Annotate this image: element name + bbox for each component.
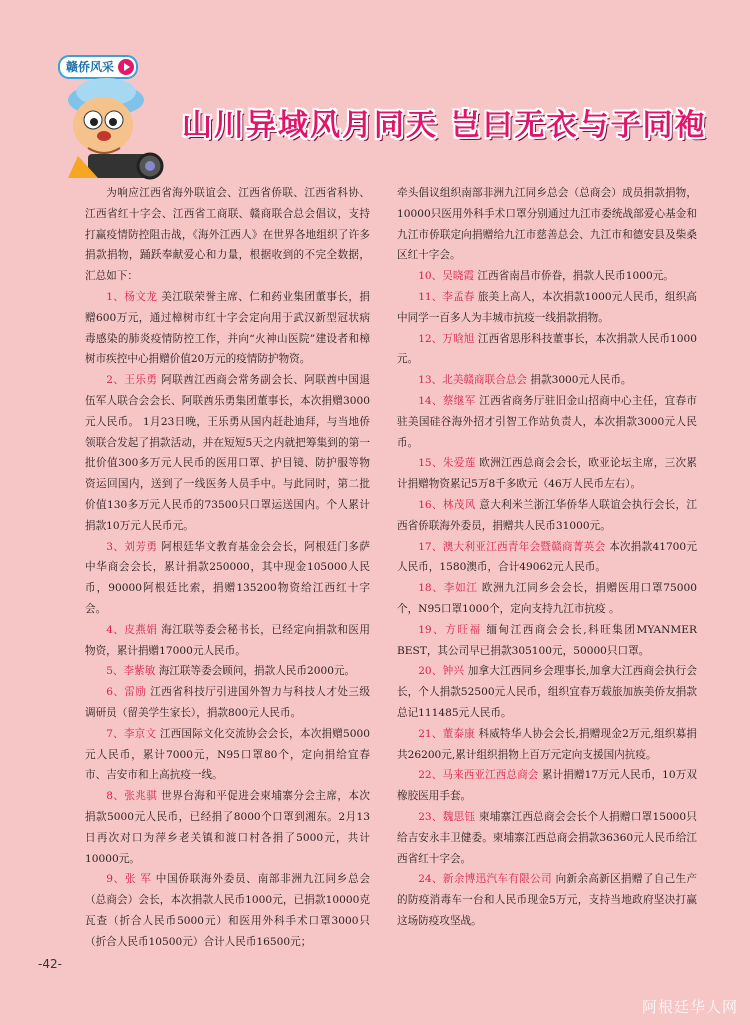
item-text: 江西省南昌市侨眷，捐款人民币1000元。 <box>477 270 674 283</box>
list-item <box>85 869 370 952</box>
list-item <box>85 287 370 370</box>
list-item <box>397 287 697 329</box>
list-item <box>85 786 370 869</box>
item-text: 捐款3000元人民币。 <box>530 374 632 387</box>
site-watermark: 阿根廷华人网 <box>641 998 738 1016</box>
donor-name: 方旺福 <box>445 623 482 636</box>
item-number: 2、 <box>106 374 125 387</box>
item-text: 欧洲江西总商会会长，欧亚论坛主席，三次累计捐赠物资累记5万8千多欧元（46万人民币左右）。 <box>397 457 698 491</box>
item-number: 13、 <box>418 374 443 387</box>
donor-name: 王乐勇 <box>124 374 158 387</box>
list-item <box>85 620 370 662</box>
donor-name: 雷励 <box>124 686 147 699</box>
item-number: 7、 <box>106 727 124 740</box>
item-text: 向新余高新区捐赠了自己生产的防疫消毒车一台和人民币现金5万元，支持当地政府坚决打赢这场防疫攻坚战。 <box>397 873 698 927</box>
intro-paragraph: 为响应江西省海外联谊会、江西省侨联、江西省科协、江西省红十字会、江西省工商联、赣商联合总会倡议，支持打赢疫情防控阻击战，《海外江西人》在世界各地组织了许多捐款捐物，踊跃奉献爱心和力量，根据收到的不完全数据，汇总如下： <box>85 187 370 283</box>
item-number: 18、 <box>418 582 444 595</box>
donor-name: 董泰康 <box>442 727 475 740</box>
item-number: 22、 <box>418 769 443 782</box>
donor-name: 蔡继军 <box>442 394 476 407</box>
item-text: 阿联酋江西商会常务副会长、阿联酋中国退伍军人联合会会长、阿联酋乐勇集团董事长，本次捐赠3000元人民币。 1月23日晚，王乐勇从国内赶赴迪拜，与当地侨领联合发起了捐款活动，并在短短5天之内就把筹集到的第一批价值300多万元人民币的医用口罩、护目镜、防护服等物资运回国内，送到了一线医务人员手中。与此同时，第二批价值130多万元人民币的73500只口罩运送国内。个人累计捐款10万元人民币元。 <box>85 374 371 532</box>
item-number: 9、 <box>106 873 125 886</box>
list-item <box>397 391 697 453</box>
list-item <box>85 724 370 786</box>
item-text: 美江联荣誉主席、仁和药业集团董事长，捐赠600万元，通过樟树市红十字会定向用于武汉新型冠状病毒感染的肺炎疫情防控工作，并向“火神山医院”建设者和樟树市疾控中心捐赠价值20万元的疫情防护物资。 <box>85 290 371 366</box>
page-title: 山川异域风月同天 岂曰无衣与子同袍 <box>182 108 707 143</box>
list-item <box>397 537 697 579</box>
donor-name: 李孟春 <box>442 290 475 303</box>
item-number: 12、 <box>418 332 443 345</box>
item-number: 3、 <box>106 540 125 553</box>
item-number: 14、 <box>418 394 443 407</box>
item-number: 23、 <box>418 810 443 823</box>
item-text: 柬埔寨江西总商会会长个人捐赠口罩15000只给吉安永丰卫健委。柬埔寨江西总商会捐款36360元人民币给江西省红十字会。 <box>397 810 698 865</box>
donor-name: 李如江 <box>443 582 478 595</box>
item-number: 6、 <box>106 686 125 699</box>
item-text: 世界台海和平促进会柬埔寨分会主席，本次捐款5000元人民币，已经捐了8000个口罩到湘东。2月13日再次对口为萍乡老关镇和渡口村各捐了5000元，共计10000元。 <box>85 790 371 865</box>
list-item <box>397 724 697 766</box>
list-item <box>397 370 697 391</box>
item-text: 海江联等委会顾问，捐款人民币2000元。 <box>158 665 356 678</box>
item-text: 牵头倡议组织南部非洲九江同乡总会（总商会）成员捐款捐物，10000只医用外科手术口罩分别通过九江市委统战部爱心基金和九江市侨联定向捐赠给九江市慈善总会、九江市和德安县及柴桑区红十字会。 <box>397 187 697 262</box>
donor-name: 马来西亚江西总商会 <box>442 769 539 782</box>
item-number: 20、 <box>418 665 443 678</box>
list-item <box>397 578 697 620</box>
list-item <box>85 682 370 724</box>
list-item <box>397 453 697 495</box>
item-text: 缅甸江西商会会长,科旺集团MYANMER BEST，其公司早已捐款305100元，50000只口罩。 <box>397 623 697 657</box>
donor-name: 林茂风 <box>442 498 476 511</box>
item-text: 中国侨联海外委员、南部非洲九江同乡总会（总商会）会长，本次捐款人民币1000元，已捐款10000克瓦查（折合人民币5000元）和医用外科手术口罩3000只（折合人民币10500元）合计人民币16500元； <box>85 873 370 948</box>
donor-name: 张兆骐 <box>124 790 158 803</box>
donor-name: 杨文龙 <box>124 290 158 303</box>
item-text: 意大利米兰浙江华侨华人联谊会执行会长，江西省侨联海外委员，捐赠共人民币31000元。 <box>397 498 698 532</box>
donor-name: 钟兴 <box>442 665 465 678</box>
item-text: 旅美上高人，本次捐款1000元人民币，组织高中同学一百多人为丰城市抗疫一线捐款捐物。 <box>397 290 697 324</box>
item-text: 欧洲九江同乡会会长，捐赠医用口罩75000个，N95口罩1000个，定向支持九江市抗疫 。 <box>397 582 697 615</box>
list-item <box>397 266 697 287</box>
item-text: 江西国际文化交流协会会长，本次捐赠5000元人民币，累计7000元，N95口罩80个，定向捐给宜春市、吉安市和上高抗疫一线。 <box>85 727 371 782</box>
page-number: -42- <box>38 957 62 971</box>
donor-name: 澳大利亚江西青年会暨赣商菁英会 <box>442 540 606 553</box>
list-item-continuation <box>397 183 697 266</box>
donor-name: 北美赣商联合总会 <box>442 374 528 387</box>
item-number: 16、 <box>418 498 443 511</box>
item-number: 19、 <box>418 623 446 636</box>
donor-name: 李京文 <box>123 727 157 740</box>
item-number: 10、 <box>418 270 443 283</box>
list-item <box>397 495 697 537</box>
item-text: 科威特华人协会会长,捐赠现金2万元,组织募捐共26200元,累计组织捐物上百万元定向支援国内抗疫。 <box>397 727 697 761</box>
list-item <box>85 370 370 536</box>
item-text: 江西省商务厅驻旧金山招商中心主任，宜春市驻美国硅谷海外招才引智工作站负责人，本次捐款3000元人民币。 <box>397 394 698 449</box>
item-text: 阿根廷华文教育基金会会长，阿根廷门多萨中华商会会长，累计捐款250000，其中现金105000人民币，90000阿根廷比索，捐赠135200物资给江西红十字会。 <box>85 540 371 615</box>
item-number: 17、 <box>418 540 443 553</box>
item-text: 江西省思彤科技董事长，本次捐款人民币1000元。 <box>397 332 697 366</box>
donor-name: 吴晓霞 <box>442 270 475 283</box>
list-item <box>397 869 697 931</box>
item-number: 11、 <box>418 290 443 303</box>
list-item <box>85 537 370 620</box>
list-item <box>85 661 370 682</box>
item-number: 15、 <box>418 457 443 470</box>
page-header <box>0 0 750 180</box>
donor-name: 李紫敏 <box>123 665 156 678</box>
item-text: 累计捐赠17万元人民币，10万双橡胶医用手套。 <box>397 769 698 803</box>
item-number: 5、 <box>106 665 124 678</box>
donor-name: 朱爱莲 <box>442 457 476 470</box>
item-number: 21、 <box>418 727 443 740</box>
donor-name: 万晗旭 <box>442 332 475 345</box>
item-text: 海江联等委会秘书长，已经定向捐款和医用物资，累计捐赠17000元人民币。 <box>85 623 371 657</box>
donor-name: 新余博迅汽车有限公司 <box>442 873 552 886</box>
item-text: 本次捐款41700元人民币，1580澳币，合计49062元人民币。 <box>397 540 698 574</box>
cartoon-photographer-icon <box>58 70 178 180</box>
donor-name: 张 军 <box>124 873 152 886</box>
item-number: 24、 <box>418 873 443 886</box>
list-item <box>397 661 697 723</box>
right-column <box>397 183 697 932</box>
item-text: 加拿大江西同乡会理事长,加拿大江西商会执行会长，个人捐款52500元人民币，组织宜春万载旅加族美侨友捐款总记111485元人民币。 <box>397 665 698 719</box>
list-item <box>397 620 697 662</box>
section-badge-label: 赣侨风采 <box>66 60 115 74</box>
donor-name: 皮燕娟 <box>124 623 158 636</box>
donor-name: 刘芳勇 <box>124 540 158 553</box>
left-column <box>85 183 370 952</box>
item-number: 4、 <box>106 623 125 636</box>
list-item <box>397 765 697 807</box>
donor-name: 魏思钰 <box>442 810 476 823</box>
list-item <box>397 329 697 371</box>
item-number: 8、 <box>106 790 125 803</box>
item-text: 江西省科技厅引进国外智力与科技人才处三级调研员（留美学生家长），捐款800元人民币。 <box>85 686 371 719</box>
item-number: 1、 <box>106 290 125 303</box>
list-item <box>397 807 697 869</box>
